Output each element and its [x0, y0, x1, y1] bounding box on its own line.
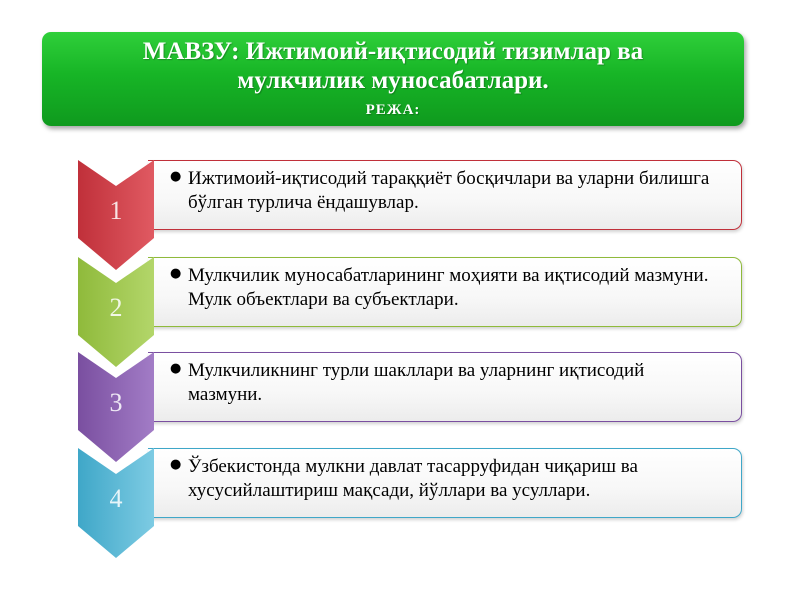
slide-title: МАВЗУ: Ижтимоий-иқтисодий тизимлар ва мулкчилик муносабатлари.: [142, 38, 644, 94]
step-text: Ўзбекистонда мулкни давлат тасарруфидан чиқариш ва хусусийлаштириш мақсади, йўллари ва усуллари.: [188, 456, 638, 501]
step-number: 1: [109, 196, 123, 225]
plan-label: РЕЖА:: [365, 102, 421, 118]
step-number: 2: [109, 293, 123, 322]
step-text: Мулкчиликнинг турли шакллари ва уларнинг иқтисодий мазмуни.: [188, 360, 645, 405]
step-card: [148, 448, 742, 518]
title-banner: [42, 32, 744, 126]
step-card: [148, 257, 742, 327]
step-1: [78, 160, 746, 270]
step-number: 4: [109, 484, 123, 513]
step-4: [78, 448, 746, 558]
bullet-icon: ●: [170, 457, 182, 472]
step-number: 3: [109, 388, 123, 417]
step-card: [148, 352, 742, 422]
step-text: Ижтимоий-иқтисодий тараққиёт босқичлари ва уларни билишга бўлган турлича ёндашувлар.: [188, 168, 710, 213]
step-text: Мулкчилик муносабатларининг моҳияти ва иқтисодий мазмуни. Мулк объектлари ва субъектлари.: [188, 265, 709, 310]
step-card: [148, 160, 742, 230]
bullet-icon: ●: [170, 169, 182, 184]
bullet-icon: ●: [170, 266, 182, 281]
step-3: [78, 352, 746, 462]
step-2: [78, 257, 746, 367]
bullet-icon: ●: [170, 361, 182, 376]
